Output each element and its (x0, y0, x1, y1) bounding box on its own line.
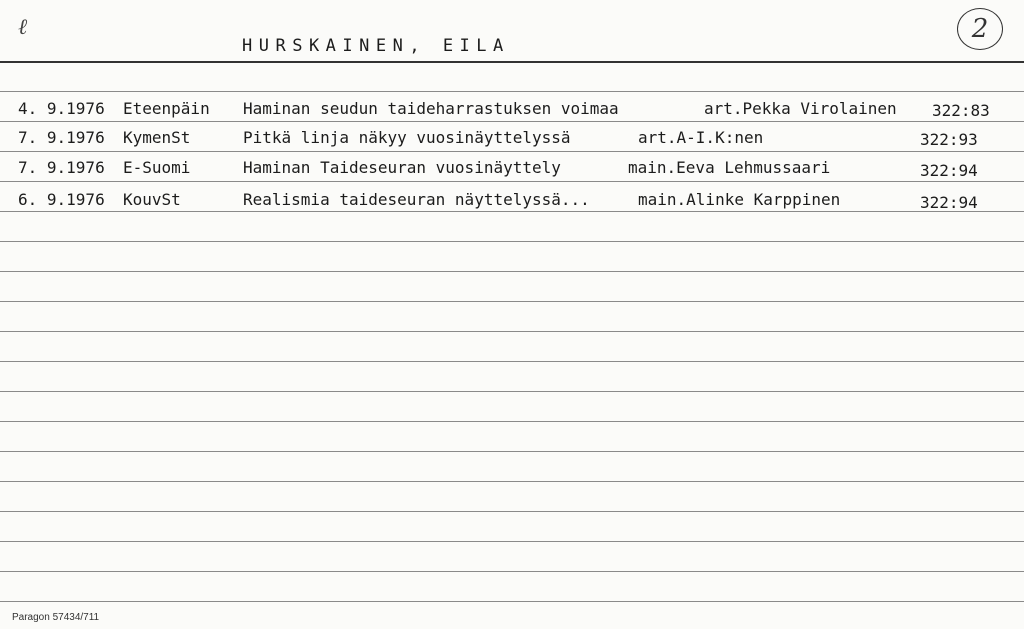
ruled-line (0, 331, 1024, 332)
entry-date: 7. 9.1976 (18, 128, 105, 147)
entry-date: 4. 9.1976 (18, 99, 105, 118)
entry-paper: KymenSt (123, 128, 191, 147)
card-number: 2 (971, 14, 989, 44)
card-title: HURSKAINEN, EILA (242, 36, 510, 56)
ruled-line (0, 91, 1024, 92)
entry-code: 322:94 (920, 161, 978, 180)
ruled-line (0, 541, 1024, 542)
ruled-line (0, 571, 1024, 572)
ruled-line (0, 301, 1024, 302)
entry-date: 7. 9.1976 (18, 158, 105, 177)
entry-row (0, 158, 1024, 184)
entry-author: main.Alinke Karppinen (638, 190, 841, 209)
ruled-line (0, 511, 1024, 512)
entry-title: Haminan Taideseuran vuosinäyttely (243, 158, 561, 177)
entry-author: main.Eeva Lehmussaari (628, 158, 831, 177)
entry-code: 322:94 (920, 193, 978, 212)
ruled-line (0, 421, 1024, 422)
header-rule (0, 61, 1024, 63)
entry-code: 322:83 (932, 101, 990, 120)
entry-code: 322:93 (920, 130, 978, 149)
entry-paper: Eteenpäin (123, 99, 210, 118)
entry-row (0, 190, 1024, 216)
entry-author: art.Pekka Virolainen (704, 99, 897, 118)
entry-author: art.A-I.K:nen (638, 128, 764, 147)
entry-title: Realismia taideseuran näyttelyssä... (243, 190, 590, 209)
entry-row (0, 99, 1024, 125)
entry-row (0, 128, 1024, 154)
ruled-line (0, 451, 1024, 452)
entry-title: Pitkä linja näkyy vuosinäyttelyssä (243, 128, 571, 147)
entry-title: Haminan seudun taideharrastuksen voimaa (243, 99, 619, 118)
ruled-line (0, 601, 1024, 602)
ruled-line (0, 361, 1024, 362)
card-footer: Paragon 57434/711 (12, 612, 100, 623)
card-number-circle (957, 8, 1003, 50)
handwritten-mark: ℓ (18, 15, 28, 40)
ruled-line (0, 271, 1024, 272)
ruled-line (0, 481, 1024, 482)
ruled-line (0, 391, 1024, 392)
entry-paper: KouvSt (123, 190, 181, 209)
entry-paper: E-Suomi (123, 158, 191, 177)
ruled-line (0, 241, 1024, 242)
entry-date: 6. 9.1976 (18, 190, 105, 209)
